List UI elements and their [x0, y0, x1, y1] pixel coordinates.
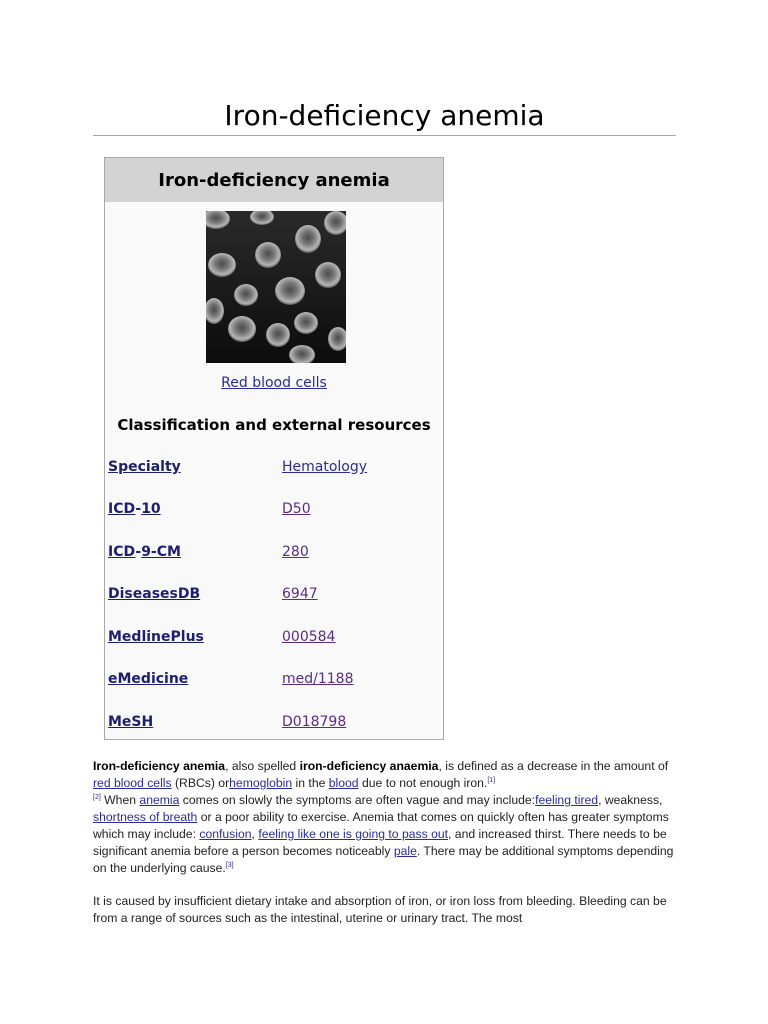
link-confusion[interactable]: confusion — [199, 827, 252, 841]
bold-term: iron-deficiency anaemia — [299, 759, 439, 773]
infobox-row-emedicine — [108, 671, 438, 691]
citation-1[interactable]: [1] — [487, 776, 496, 784]
row-label[interactable]: MeSH — [108, 714, 154, 730]
row-value-link[interactable]: med/1188 — [282, 671, 354, 687]
row-label[interactable]: ICD-9-CM — [108, 544, 181, 560]
link-pale[interactable]: pale — [393, 844, 417, 858]
paragraph-intro: Iron-deficiency anemia, also spelled iron-deficiency anaemia, is defined as a decrease in the amount of red blood cells (RBCs) orhemoglobin in the blood due to not enough iron.[1] [2] When anemia comes on slowly the symptoms are often vague and may include:feeling tired, weakness, shortness of breath or a poor ability to exercise. Anemia that comes on quickly often has greater symptoms which may include: confusion, feeling like one is going to pass out, and increased thirst. There needs to be significant anemia before a person becomes noticeably pale. There may be additional symptoms depending on the underlying cause.[3] — [93, 759, 674, 875]
infobox-title: Iron-deficiency anemia — [105, 158, 443, 202]
row-value-link[interactable]: 280 — [282, 544, 309, 560]
citation-2[interactable]: [2] — [93, 793, 101, 801]
link-anemia[interactable]: anemia — [139, 793, 180, 807]
row-value-link[interactable]: D50 — [282, 501, 311, 517]
red-blood-cells-caption-link[interactable]: Red blood cells — [221, 375, 327, 391]
red-blood-cells-image[interactable] — [206, 211, 346, 363]
row-label[interactable]: eMedicine — [108, 671, 189, 687]
link-pass-out[interactable]: feeling like one is going to pass out — [258, 827, 449, 841]
citation-3[interactable]: [3] — [225, 861, 234, 869]
row-value-link[interactable]: Hematology — [282, 459, 368, 475]
infobox-row-medlineplus — [108, 629, 438, 649]
infobox-row-diseasesdb — [108, 586, 438, 606]
row-label[interactable]: Specialty — [108, 459, 181, 475]
row-label[interactable]: DiseasesDB — [108, 586, 201, 602]
infobox-row-icd9 — [108, 544, 438, 564]
image-caption — [105, 375, 443, 391]
paragraph-causes: It is caused by insufficient dietary intake and absorption of iron, or iron loss from bleeding. Bleeding can be from a range of sources such as the intestinal, uterine or urinary tract. The most — [93, 894, 667, 925]
link-hemoglobin[interactable]: hemoglobin — [229, 776, 293, 790]
bold-term: Iron-deficiency anemia — [93, 759, 226, 773]
infobox — [104, 157, 444, 740]
row-value-link[interactable]: D018798 — [282, 714, 347, 730]
page-title: Iron-deficiency anemia — [224, 99, 545, 132]
link-shortness-of-breath[interactable]: shortness of breath — [93, 810, 198, 824]
article-body — [93, 758, 676, 943]
infobox-row-specialty — [108, 459, 438, 479]
link-feeling-tired[interactable]: feeling tired — [535, 793, 599, 807]
infobox-row-mesh — [108, 714, 438, 734]
red-blood-cells-picture — [206, 211, 346, 363]
row-label[interactable]: ICD-10 — [108, 501, 161, 517]
link-blood[interactable]: blood — [328, 776, 359, 790]
classification-heading: Classification and external resources — [117, 416, 431, 434]
infobox-row-icd10 — [108, 501, 438, 521]
row-label[interactable]: MedlinePlus — [108, 629, 204, 645]
row-value-link[interactable]: 6947 — [282, 586, 318, 602]
row-value-link[interactable]: 000584 — [282, 629, 336, 645]
link-red-blood-cells[interactable]: red blood cells — [93, 776, 172, 790]
title-divider — [93, 135, 676, 136]
